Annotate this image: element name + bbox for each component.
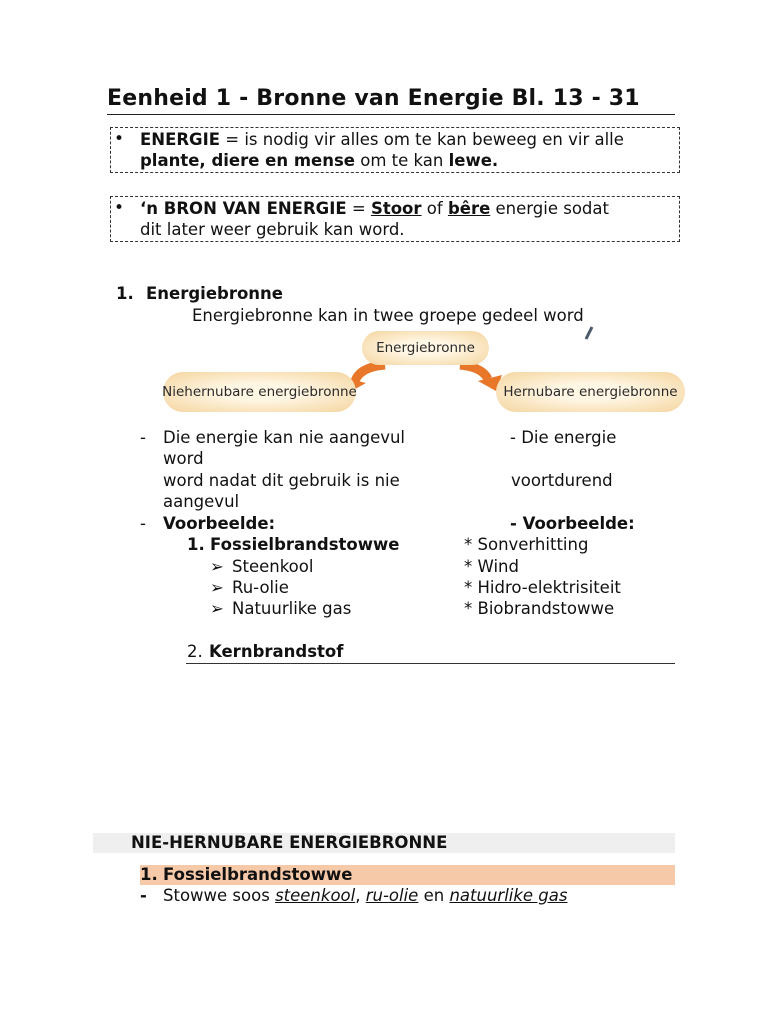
nuclear-fuel-label: Kernbrandstof — [209, 642, 344, 661]
nonrenewable-desc-line: word nadat dit gebruik is nie — [163, 471, 400, 490]
dash-bullet: - — [140, 886, 147, 905]
definition-text: om te kan — [355, 151, 449, 170]
arrow-bullet-icon: ➢ — [210, 599, 224, 618]
list-number: 2. — [187, 642, 203, 661]
list-item: Ru-olie — [232, 578, 289, 597]
list-item: Natuurlike gas — [232, 599, 352, 618]
section-heading: NIE-HERNUBARE ENERGIEBRONNE — [131, 833, 448, 852]
term-bron: ‘n BRON VAN ENERGIE — [140, 199, 347, 218]
definition-text: is nodig vir alles om te kan beweeg en vir alle — [244, 130, 624, 149]
term-natuurlike-gas: natuurlike gas — [449, 886, 568, 905]
list-number: 1. — [187, 535, 205, 554]
arrow-left-icon — [355, 365, 385, 381]
section-heading: Energiebronne — [146, 284, 283, 303]
definition-box-bron — [110, 196, 680, 242]
definition-line — [140, 151, 498, 170]
dash-bullet: - — [140, 514, 146, 533]
term-stoor: Stoor — [370, 199, 422, 218]
list-number: 1. — [140, 865, 158, 884]
term-ru-olie: ru-olie — [365, 886, 419, 905]
term-steenkool: steenkool — [275, 886, 356, 905]
section-number: 1. — [116, 284, 134, 303]
nonrenewable-desc-line: aangevul — [163, 492, 240, 511]
list-item: * Biobrandstowwe — [464, 599, 615, 618]
definition-bold: lewe. — [448, 151, 499, 170]
bullet: • — [114, 129, 125, 149]
nonrenewable-desc-line: Die energie kan nie aangevul — [163, 428, 406, 447]
diagram-node-left: Niehernubare energiebronne — [163, 372, 356, 412]
fossil-fuel-sentence — [163, 886, 568, 905]
arrow-bullet-icon: ➢ — [210, 557, 224, 576]
term-bere: bêre — [447, 199, 491, 218]
definition-line: dit later weer gebruik kan word. — [140, 220, 405, 239]
definition-text: of — [421, 199, 448, 218]
dash-bullet: - — [140, 428, 146, 447]
sentence-text: en — [418, 886, 450, 905]
renewable-desc-line: voortdurend — [511, 471, 613, 490]
sentence-text: Stowwe soos — [163, 886, 276, 905]
subsection-heading: Fossielbrandstowwe — [163, 865, 353, 884]
renewable-desc-line: - Die energie — [510, 428, 617, 447]
section-intro: Energiebronne kan in twee groepe gedeel word — [192, 306, 584, 325]
equals: = — [220, 130, 245, 149]
equals: = — [346, 199, 371, 218]
arrow-right-icon — [460, 365, 488, 379]
diagram-node-center: Energiebronne — [362, 331, 489, 365]
divider — [186, 663, 675, 664]
pen-mark-icon — [586, 327, 592, 339]
fossil-fuels-label: Fossielbrandstowwe — [210, 535, 400, 554]
definition-text: energie sodat — [490, 199, 609, 218]
diagram-node-right: Hernubare energiebronne — [496, 372, 685, 412]
page-title: Eenheid 1 - Bronne van Energie Bl. 13 - 31 — [107, 86, 675, 115]
examples-label-left: Voorbeelde: — [163, 514, 276, 533]
examples-label-right: - Voorbeelde: — [510, 514, 635, 533]
nonrenewable-desc-line: word — [163, 449, 204, 468]
definition-line — [140, 199, 609, 218]
bullet: • — [114, 198, 125, 218]
term-energie: ENERGIE — [140, 130, 221, 149]
list-item: * Wind — [464, 557, 519, 576]
list-item: * Sonverhitting — [464, 535, 589, 554]
arrow-bullet-icon: ➢ — [210, 578, 224, 597]
list-item: * Hidro-elektrisiteit — [464, 578, 621, 597]
definition-bold: plante, diere en mense — [140, 151, 355, 170]
sentence-text: , — [355, 886, 366, 905]
list-item: Steenkool — [232, 557, 314, 576]
definition-box-energie — [110, 127, 680, 173]
definition-line — [140, 130, 624, 149]
